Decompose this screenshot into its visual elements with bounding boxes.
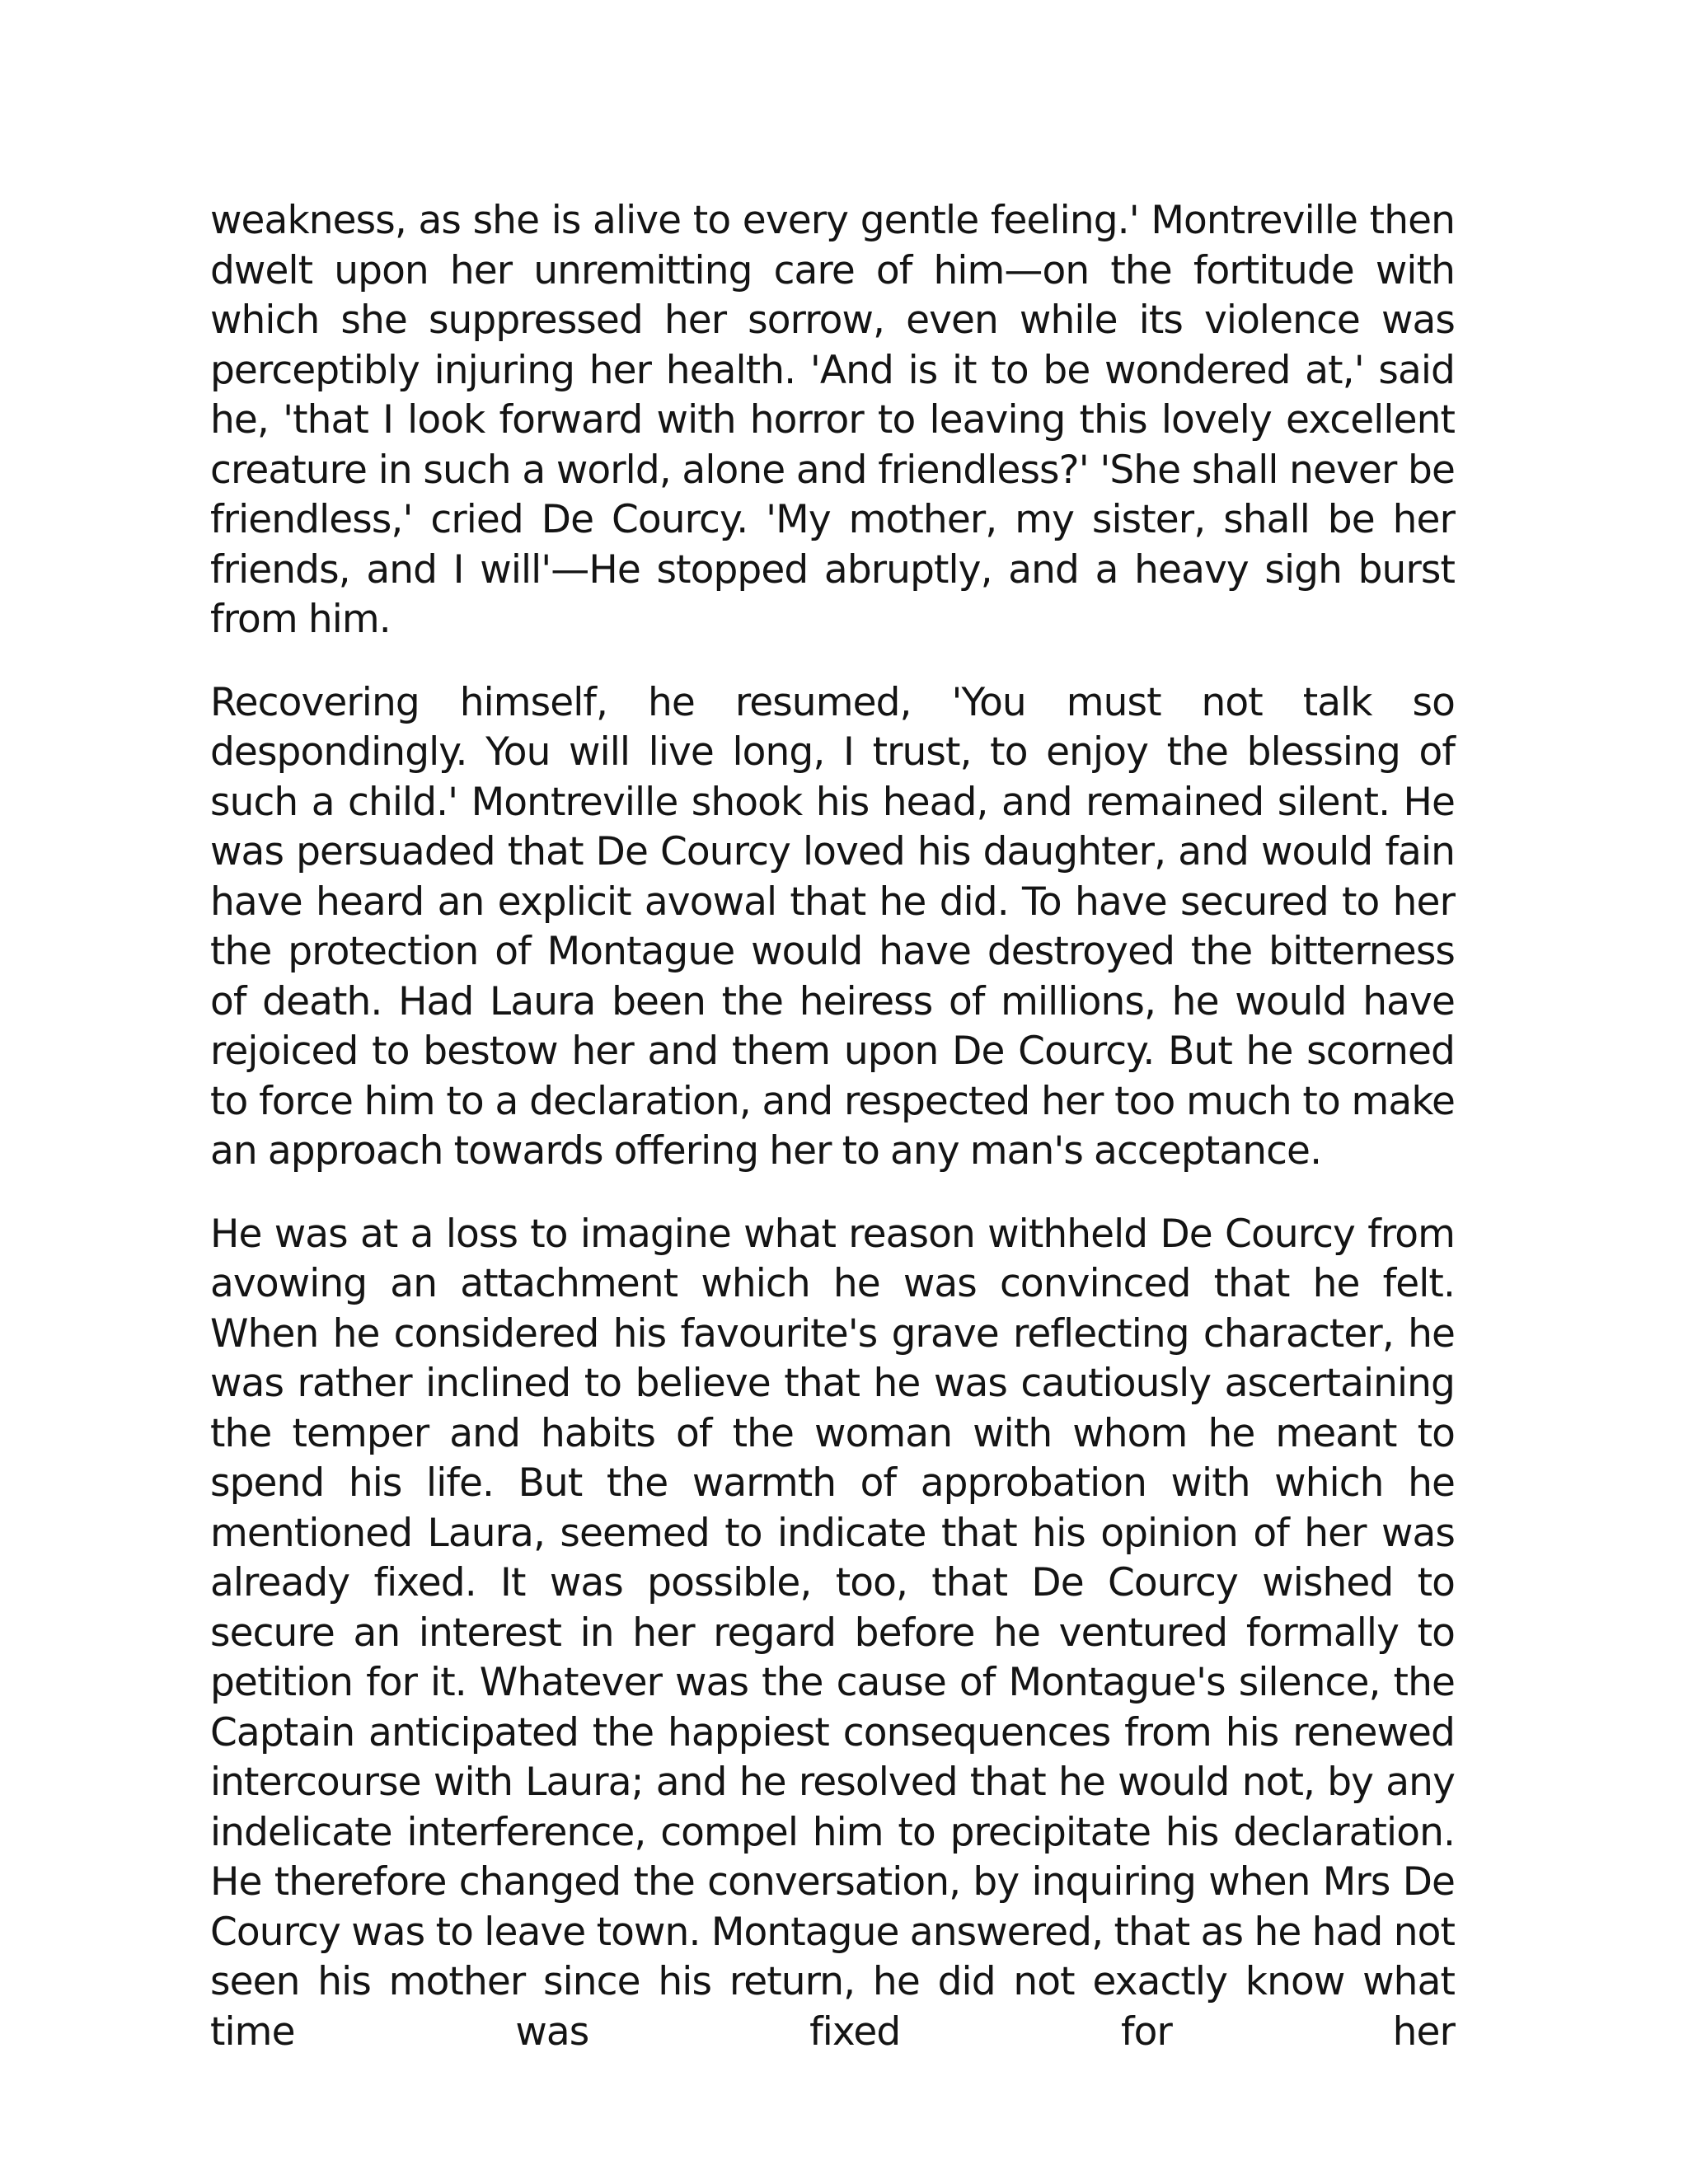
paragraph-1: weakness, as she is alive to every gentle feeling.' Montreville then dwelt upon her unremitting care of him—on the fortitude with which she suppressed her sorrow, even while its violence was perceptibly injuring her health. 'And is it to be wondered at,' said he, 'that I look forward with horror to leaving this lovely excellent creature in such a world, alone and friendless?' 'She shall never be friendless,' cried De Courcy. 'My mother, my sister, shall be her friends, and I will'—He stopped abruptly, and a heavy sigh burst from him. <box>210 198 1455 642</box>
paragraph-2: Recovering himself, he resumed, 'You must not talk so despondingly. You will live long, I trust, to enjoy the blessing of such a child.' Montreville shook his head, and remained silent. He was persuaded that De Courcy loved his daughter, and would fain have heard an explicit avowal that he did. To have secured to her the protection of Montague would have destroyed the bitterness of death. Had Laura been the heiress of millions, he would have rejoiced to bestow her and them upon De Courcy. But he scorned to force him to a declaration, and respected her too much to make an approach towards offering her to any man's acceptance. <box>210 679 1455 1174</box>
paragraph-3: He was at a loss to imagine what reason withheld De Courcy from avowing an attachment which he was convinced that he felt. When he considered his favourite's grave reflecting character, he was rather inclined to believe that he was cautiously ascertaining the temper and habits of the woman with whom he meant to spend his life. But the warmth of approbation with which he mentioned Laura, seemed to indicate that his opinion of her was already fixed. It was possible, too, that De Courcy wished to secure an interest in her regard before he ventured formally to petition for it. Whatever was the cause of Montague's silence, the Captain anticipated the happiest consequences from his renewed intercourse with Laura; and he resolved that he would not, by any indelicate interference, compel him to precipitate his declaration. He therefore changed the conversation, by inquiring when Mrs De Courcy was to leave town. Montague answered, that as he had not seen his mother since his return, he did not exactly know what time was fixed for her <box>210 1211 1455 2055</box>
page-body <box>210 196 1455 2090</box>
